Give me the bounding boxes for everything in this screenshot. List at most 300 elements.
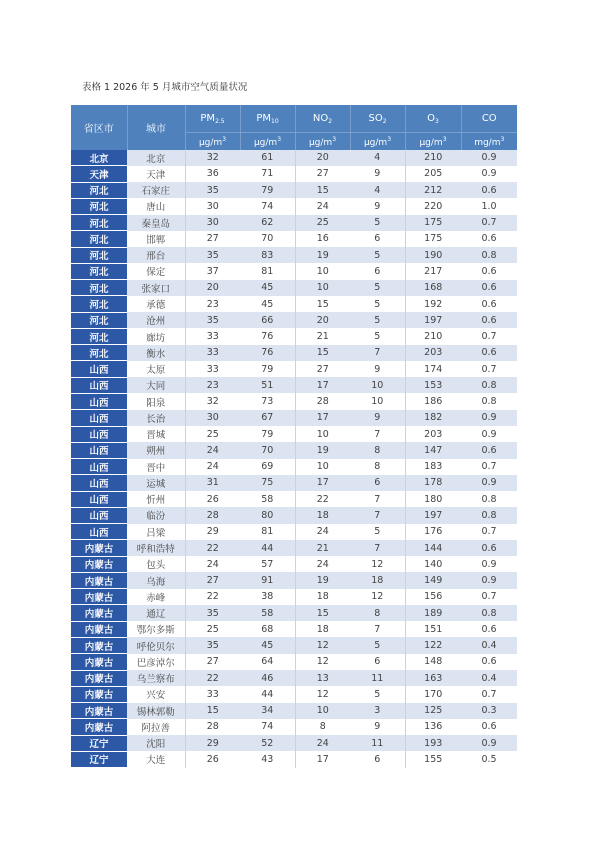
- cell-city: 大连: [127, 751, 185, 767]
- cell-co: 0.4: [461, 637, 517, 653]
- cell-city: 赤峰: [127, 589, 185, 605]
- table-row: [71, 345, 517, 361]
- unit-pm10: $\mu g/m^3$: [240, 133, 295, 151]
- cell-pm25: 27: [185, 231, 240, 247]
- cell-co: 0.7: [461, 215, 517, 231]
- cell-province: 内蒙古: [71, 605, 127, 621]
- table-row: [71, 735, 517, 751]
- cell-province: 内蒙古: [71, 621, 127, 637]
- cell-city: 长治: [127, 410, 185, 426]
- cell-province: 河北: [71, 198, 127, 214]
- table-row: [71, 393, 517, 409]
- table-row: [71, 491, 517, 507]
- cell-co: 0.7: [461, 459, 517, 475]
- table-row: [71, 328, 517, 344]
- cell-co: 0.8: [461, 507, 517, 523]
- cell-o3: 205: [405, 166, 461, 182]
- header-pm10: $PM_{10}$: [240, 105, 295, 133]
- cell-province: 河北: [71, 215, 127, 231]
- cell-city: 运城: [127, 475, 185, 491]
- cell-pm10: 81: [240, 524, 295, 540]
- cell-so2: 5: [350, 328, 405, 344]
- cell-pm10: 67: [240, 410, 295, 426]
- cell-city: 石家庄: [127, 182, 185, 198]
- cell-city: 沈阳: [127, 735, 185, 751]
- cell-pm25: 27: [185, 654, 240, 670]
- cell-so2: 5: [350, 215, 405, 231]
- cell-pm10: 52: [240, 735, 295, 751]
- cell-city: 阳泉: [127, 393, 185, 409]
- cell-o3: 183: [405, 459, 461, 475]
- cell-co: 0.7: [461, 361, 517, 377]
- cell-o3: 170: [405, 686, 461, 702]
- cell-o3: 140: [405, 556, 461, 572]
- cell-pm10: 76: [240, 345, 295, 361]
- cell-pm10: 45: [240, 296, 295, 312]
- cell-pm10: 74: [240, 198, 295, 214]
- cell-o3: 203: [405, 345, 461, 361]
- table-row: [71, 556, 517, 572]
- table-row: [71, 182, 517, 198]
- cell-so2: 5: [350, 280, 405, 296]
- cell-city: 唐山: [127, 198, 185, 214]
- cell-so2: 7: [350, 507, 405, 523]
- cell-province: 辽宁: [71, 751, 127, 767]
- cell-province: 山西: [71, 442, 127, 458]
- cell-o3: 175: [405, 215, 461, 231]
- cell-no2: 12: [295, 637, 350, 653]
- cell-province: 山西: [71, 475, 127, 491]
- cell-co: 0.7: [461, 589, 517, 605]
- cell-pm10: 81: [240, 263, 295, 279]
- cell-pm10: 58: [240, 605, 295, 621]
- header-city: 城市: [127, 105, 185, 150]
- cell-no2: 10: [295, 280, 350, 296]
- cell-city: 保定: [127, 263, 185, 279]
- cell-pm25: 31: [185, 475, 240, 491]
- air-quality-table: [71, 105, 517, 768]
- cell-so2: 8: [350, 459, 405, 475]
- cell-co: 0.9: [461, 426, 517, 442]
- cell-province: 河北: [71, 280, 127, 296]
- cell-co: 0.6: [461, 182, 517, 198]
- cell-o3: 217: [405, 263, 461, 279]
- table-row: [71, 719, 517, 735]
- cell-o3: 153: [405, 377, 461, 393]
- cell-so2: 6: [350, 751, 405, 767]
- cell-pm25: 28: [185, 719, 240, 735]
- cell-province: 河北: [71, 247, 127, 263]
- table-row: [71, 247, 517, 263]
- cell-so2: 9: [350, 719, 405, 735]
- cell-province: 内蒙古: [71, 556, 127, 572]
- cell-o3: 175: [405, 231, 461, 247]
- cell-co: 0.8: [461, 247, 517, 263]
- cell-pm10: 83: [240, 247, 295, 263]
- cell-city: 乌海: [127, 572, 185, 588]
- cell-pm25: 35: [185, 247, 240, 263]
- cell-o3: 186: [405, 393, 461, 409]
- cell-city: 呼和浩特: [127, 540, 185, 556]
- cell-co: 0.6: [461, 442, 517, 458]
- cell-city: 承德: [127, 296, 185, 312]
- cell-so2: 5: [350, 247, 405, 263]
- cell-pm25: 29: [185, 524, 240, 540]
- table-row: [71, 524, 517, 540]
- cell-pm25: 30: [185, 215, 240, 231]
- cell-pm10: 79: [240, 426, 295, 442]
- cell-pm10: 70: [240, 231, 295, 247]
- cell-province: 内蒙古: [71, 540, 127, 556]
- table-row: [71, 166, 517, 182]
- cell-province: 山西: [71, 524, 127, 540]
- cell-so2: 10: [350, 377, 405, 393]
- cell-o3: 147: [405, 442, 461, 458]
- cell-province: 河北: [71, 312, 127, 328]
- cell-city: 巴彦淖尔: [127, 654, 185, 670]
- cell-pm10: 68: [240, 621, 295, 637]
- table-row: [71, 150, 517, 166]
- cell-so2: 10: [350, 393, 405, 409]
- cell-pm10: 44: [240, 686, 295, 702]
- cell-province: 天津: [71, 166, 127, 182]
- cell-no2: 19: [295, 572, 350, 588]
- cell-o3: 168: [405, 280, 461, 296]
- cell-no2: 17: [295, 410, 350, 426]
- cell-no2: 15: [295, 296, 350, 312]
- cell-so2: 7: [350, 540, 405, 556]
- cell-pm25: 22: [185, 670, 240, 686]
- table-row: [71, 703, 517, 719]
- table-row: [71, 637, 517, 653]
- cell-o3: 197: [405, 507, 461, 523]
- cell-no2: 28: [295, 393, 350, 409]
- cell-o3: 149: [405, 572, 461, 588]
- cell-co: 0.6: [461, 621, 517, 637]
- table-row: [71, 215, 517, 231]
- cell-co: 0.7: [461, 328, 517, 344]
- cell-no2: 27: [295, 166, 350, 182]
- cell-no2: 12: [295, 654, 350, 670]
- cell-province: 内蒙古: [71, 703, 127, 719]
- cell-pm10: 45: [240, 280, 295, 296]
- cell-province: 北京: [71, 150, 127, 166]
- cell-so2: 6: [350, 654, 405, 670]
- cell-pm10: 66: [240, 312, 295, 328]
- cell-o3: 155: [405, 751, 461, 767]
- cell-so2: 12: [350, 556, 405, 572]
- cell-city: 晋中: [127, 459, 185, 475]
- table-row: [71, 410, 517, 426]
- cell-no2: 10: [295, 426, 350, 442]
- cell-no2: 24: [295, 524, 350, 540]
- cell-province: 山西: [71, 507, 127, 523]
- cell-pm10: 79: [240, 361, 295, 377]
- cell-co: 0.9: [461, 410, 517, 426]
- unit-so2: $\mu g/m^3$: [350, 133, 405, 151]
- cell-city: 廊坊: [127, 328, 185, 344]
- cell-no2: 17: [295, 751, 350, 767]
- cell-o3: 210: [405, 150, 461, 166]
- cell-so2: 5: [350, 637, 405, 653]
- cell-city: 邯郸: [127, 231, 185, 247]
- table-row: [71, 426, 517, 442]
- cell-province: 河北: [71, 231, 127, 247]
- cell-pm10: 80: [240, 507, 295, 523]
- cell-province: 内蒙古: [71, 637, 127, 653]
- table-row: [71, 231, 517, 247]
- cell-o3: 151: [405, 621, 461, 637]
- cell-pm10: 43: [240, 751, 295, 767]
- cell-pm10: 75: [240, 475, 295, 491]
- cell-so2: 9: [350, 361, 405, 377]
- table-row: [71, 377, 517, 393]
- cell-pm25: 36: [185, 166, 240, 182]
- table-row: [71, 312, 517, 328]
- cell-o3: 193: [405, 735, 461, 751]
- unit-o3: $\mu g/m^3$: [405, 133, 461, 151]
- table-caption: 表格 1 2026 年 5 月城市空气质量状况: [82, 82, 248, 93]
- table-row: [71, 605, 517, 621]
- cell-o3: 189: [405, 605, 461, 621]
- cell-no2: 24: [295, 556, 350, 572]
- table-row: [71, 507, 517, 523]
- table-row: [71, 540, 517, 556]
- cell-province: 内蒙古: [71, 719, 127, 735]
- cell-o3: 176: [405, 524, 461, 540]
- cell-co: 0.6: [461, 296, 517, 312]
- cell-no2: 15: [295, 345, 350, 361]
- cell-city: 忻州: [127, 491, 185, 507]
- cell-no2: 15: [295, 605, 350, 621]
- cell-pm25: 22: [185, 589, 240, 605]
- cell-co: 0.9: [461, 735, 517, 751]
- cell-co: 0.9: [461, 475, 517, 491]
- cell-pm10: 70: [240, 442, 295, 458]
- cell-pm10: 34: [240, 703, 295, 719]
- cell-no2: 27: [295, 361, 350, 377]
- cell-co: 0.8: [461, 491, 517, 507]
- table-row: [71, 459, 517, 475]
- cell-o3: 178: [405, 475, 461, 491]
- cell-no2: 21: [295, 328, 350, 344]
- cell-co: 0.7: [461, 686, 517, 702]
- unit-pm25: $\mu g/m^3$: [185, 133, 240, 151]
- cell-so2: 5: [350, 686, 405, 702]
- cell-co: 0.6: [461, 345, 517, 361]
- cell-pm25: 20: [185, 280, 240, 296]
- cell-city: 临汾: [127, 507, 185, 523]
- cell-no2: 17: [295, 377, 350, 393]
- cell-o3: 190: [405, 247, 461, 263]
- cell-so2: 3: [350, 703, 405, 719]
- cell-province: 山西: [71, 491, 127, 507]
- cell-city: 天津: [127, 166, 185, 182]
- cell-o3: 220: [405, 198, 461, 214]
- cell-city: 邢台: [127, 247, 185, 263]
- cell-so2: 11: [350, 735, 405, 751]
- cell-co: 0.5: [461, 751, 517, 767]
- table-row: [71, 751, 517, 767]
- table-row: [71, 475, 517, 491]
- cell-no2: 18: [295, 507, 350, 523]
- cell-o3: 163: [405, 670, 461, 686]
- cell-pm10: 79: [240, 182, 295, 198]
- cell-no2: 10: [295, 703, 350, 719]
- cell-pm25: 26: [185, 491, 240, 507]
- cell-co: 0.4: [461, 670, 517, 686]
- table-row: [71, 654, 517, 670]
- cell-province: 内蒙古: [71, 654, 127, 670]
- cell-province: 河北: [71, 263, 127, 279]
- cell-province: 辽宁: [71, 735, 127, 751]
- cell-province: 山西: [71, 459, 127, 475]
- cell-so2: 8: [350, 605, 405, 621]
- cell-province: 山西: [71, 377, 127, 393]
- cell-no2: 13: [295, 670, 350, 686]
- cell-so2: 9: [350, 166, 405, 182]
- table-row: [71, 280, 517, 296]
- cell-co: 0.7: [461, 524, 517, 540]
- table-body: [71, 150, 517, 768]
- cell-pm25: 23: [185, 377, 240, 393]
- cell-pm25: 25: [185, 621, 240, 637]
- cell-o3: 156: [405, 589, 461, 605]
- cell-city: 太原: [127, 361, 185, 377]
- cell-pm25: 24: [185, 442, 240, 458]
- cell-city: 锡林郭勒: [127, 703, 185, 719]
- cell-so2: 12: [350, 589, 405, 605]
- cell-so2: 7: [350, 345, 405, 361]
- cell-pm25: 33: [185, 328, 240, 344]
- table-row: [71, 198, 517, 214]
- header-pm25: $PM_{2.5}$: [185, 105, 240, 133]
- table-row: [71, 621, 517, 637]
- cell-so2: 7: [350, 491, 405, 507]
- cell-so2: 4: [350, 150, 405, 166]
- cell-pm10: 61: [240, 150, 295, 166]
- cell-co: 0.6: [461, 719, 517, 735]
- cell-no2: 15: [295, 182, 350, 198]
- cell-pm25: 25: [185, 426, 240, 442]
- cell-pm25: 33: [185, 686, 240, 702]
- cell-o3: 212: [405, 182, 461, 198]
- header-o3: $O_3$: [405, 105, 461, 133]
- header-co: CO: [461, 105, 517, 133]
- cell-co: 0.9: [461, 572, 517, 588]
- cell-so2: 6: [350, 263, 405, 279]
- cell-co: 0.6: [461, 231, 517, 247]
- cell-co: 0.8: [461, 393, 517, 409]
- cell-province: 河北: [71, 328, 127, 344]
- cell-no2: 12: [295, 686, 350, 702]
- cell-o3: 180: [405, 491, 461, 507]
- header-no2: $NO_2$: [295, 105, 350, 133]
- cell-province: 河北: [71, 182, 127, 198]
- cell-o3: 125: [405, 703, 461, 719]
- cell-no2: 19: [295, 247, 350, 263]
- unit-no2: $\mu g/m^3$: [295, 133, 350, 151]
- cell-pm10: 57: [240, 556, 295, 572]
- cell-city: 包头: [127, 556, 185, 572]
- table-row: [71, 589, 517, 605]
- cell-co: 0.8: [461, 605, 517, 621]
- cell-province: 内蒙古: [71, 572, 127, 588]
- unit-co: $mg/m^3$: [461, 133, 517, 151]
- cell-pm10: 74: [240, 719, 295, 735]
- cell-province: 河北: [71, 345, 127, 361]
- cell-city: 秦皇岛: [127, 215, 185, 231]
- cell-province: 山西: [71, 361, 127, 377]
- cell-pm10: 69: [240, 459, 295, 475]
- cell-pm25: 26: [185, 751, 240, 767]
- cell-o3: 203: [405, 426, 461, 442]
- cell-pm25: 35: [185, 605, 240, 621]
- cell-city: 兴安: [127, 686, 185, 702]
- cell-no2: 18: [295, 589, 350, 605]
- cell-pm10: 45: [240, 637, 295, 653]
- cell-province: 内蒙古: [71, 589, 127, 605]
- cell-so2: 5: [350, 524, 405, 540]
- cell-pm10: 73: [240, 393, 295, 409]
- cell-pm10: 46: [240, 670, 295, 686]
- cell-no2: 21: [295, 540, 350, 556]
- table-row: [71, 263, 517, 279]
- header-province: 省区市: [71, 105, 127, 150]
- cell-pm10: 38: [240, 589, 295, 605]
- cell-pm25: 33: [185, 361, 240, 377]
- cell-co: 0.3: [461, 703, 517, 719]
- table-row: [71, 572, 517, 588]
- cell-no2: 10: [295, 459, 350, 475]
- cell-co: 0.8: [461, 377, 517, 393]
- cell-no2: 18: [295, 621, 350, 637]
- cell-city: 北京: [127, 150, 185, 166]
- cell-o3: 144: [405, 540, 461, 556]
- cell-pm10: 64: [240, 654, 295, 670]
- cell-co: 0.9: [461, 150, 517, 166]
- cell-pm10: 51: [240, 377, 295, 393]
- cell-pm25: 30: [185, 198, 240, 214]
- table-row: [71, 686, 517, 702]
- cell-pm10: 58: [240, 491, 295, 507]
- cell-pm25: 35: [185, 182, 240, 198]
- table-row: [71, 670, 517, 686]
- cell-so2: 9: [350, 198, 405, 214]
- cell-city: 阿拉善: [127, 719, 185, 735]
- cell-pm25: 24: [185, 556, 240, 572]
- cell-province: 河北: [71, 296, 127, 312]
- cell-o3: 174: [405, 361, 461, 377]
- cell-no2: 25: [295, 215, 350, 231]
- cell-province: 山西: [71, 410, 127, 426]
- cell-province: 山西: [71, 393, 127, 409]
- cell-o3: 122: [405, 637, 461, 653]
- cell-pm25: 30: [185, 410, 240, 426]
- cell-pm10: 71: [240, 166, 295, 182]
- table-row: [71, 296, 517, 312]
- cell-pm25: 32: [185, 150, 240, 166]
- cell-so2: 5: [350, 296, 405, 312]
- cell-o3: 210: [405, 328, 461, 344]
- cell-pm25: 27: [185, 572, 240, 588]
- cell-no2: 24: [295, 735, 350, 751]
- cell-city: 乌兰察布: [127, 670, 185, 686]
- cell-pm25: 37: [185, 263, 240, 279]
- cell-pm10: 91: [240, 572, 295, 588]
- header-row-pollutants: [71, 105, 517, 133]
- cell-so2: 11: [350, 670, 405, 686]
